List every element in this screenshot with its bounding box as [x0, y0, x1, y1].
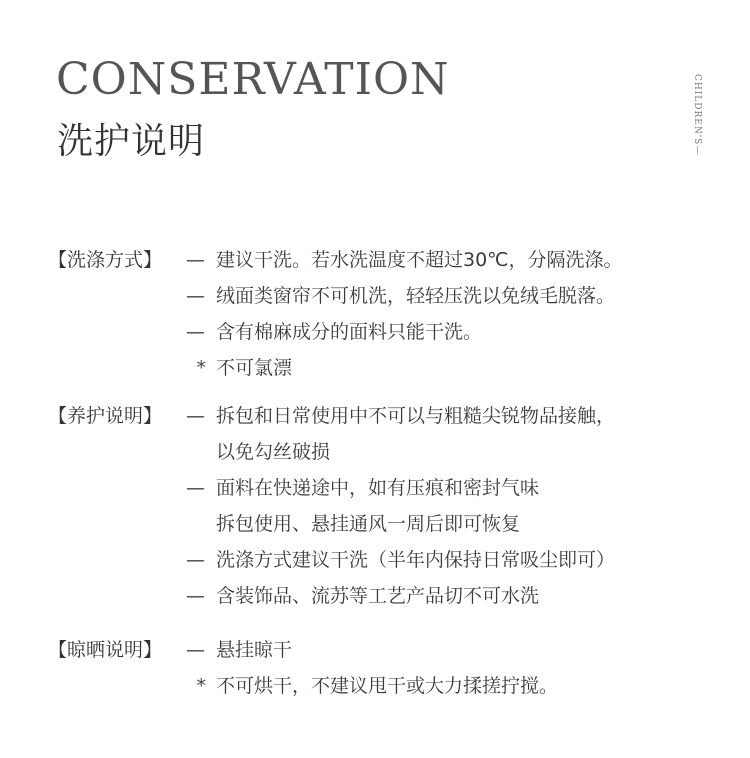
section-washing [48, 242, 738, 386]
care-text: 拆包和日常使用中不可以与粗糙尖锐物品接触， [216, 405, 616, 427]
care-text: 不可烘干，不建议甩干或大力揉搓拧搅。 [216, 675, 559, 697]
section-line [48, 632, 738, 668]
page-title-cn: 洗护说明 [57, 121, 206, 162]
section-line [48, 668, 738, 704]
care-text: 不可氯漂 [216, 357, 293, 379]
section-line [48, 470, 738, 506]
dash-marker: — [186, 639, 205, 661]
care-text: 洗涤方式建议干洗（半年内保持日常吸尘即可） [216, 549, 616, 571]
dash-marker: — [186, 285, 205, 307]
care-text: 以免勾丝破损 [216, 441, 331, 463]
section-line [48, 398, 738, 434]
section-line [48, 314, 738, 350]
dash-marker: — [186, 405, 205, 427]
section-label: 【养护说明】 [48, 405, 163, 427]
care-text: 含有棉麻成分的面料只能干洗。 [216, 321, 483, 343]
section-line [48, 434, 738, 470]
dash-marker: — [186, 249, 205, 271]
care-text: 拆包使用、悬挂通风一周后即可恢复 [216, 513, 521, 535]
section-drying [48, 632, 738, 704]
care-text: 含装饰品、流苏等工艺产品切不可水洗 [216, 585, 540, 607]
dash-marker: — [186, 549, 205, 571]
dash-marker: — [186, 321, 205, 343]
side-brand-tag: CHILDREN'S— [692, 74, 702, 156]
section-line [48, 578, 738, 614]
care-text: 悬挂晾干 [216, 639, 293, 661]
section-line [48, 506, 738, 542]
section-line [48, 542, 738, 578]
asterisk-marker: * [196, 357, 206, 379]
care-text: 绒面类窗帘不可机洗，轻轻压洗以免绒毛脱落。 [216, 285, 616, 307]
page-title-en: CONSERVATION [56, 54, 450, 105]
section-line [48, 350, 738, 386]
section-label: 【晾晒说明】 [48, 639, 163, 661]
section-line [48, 242, 738, 278]
section-label: 【洗涤方式】 [48, 249, 163, 271]
dash-marker: — [186, 477, 205, 499]
care-text: 面料在快递途中，如有压痕和密封气味 [216, 477, 540, 499]
section-maintenance [48, 398, 738, 614]
care-text: 建议干洗。若水洗温度不超过30℃，分隔洗涤。 [216, 249, 623, 271]
section-line [48, 278, 738, 314]
asterisk-marker: * [196, 675, 206, 697]
dash-marker: — [186, 585, 205, 607]
